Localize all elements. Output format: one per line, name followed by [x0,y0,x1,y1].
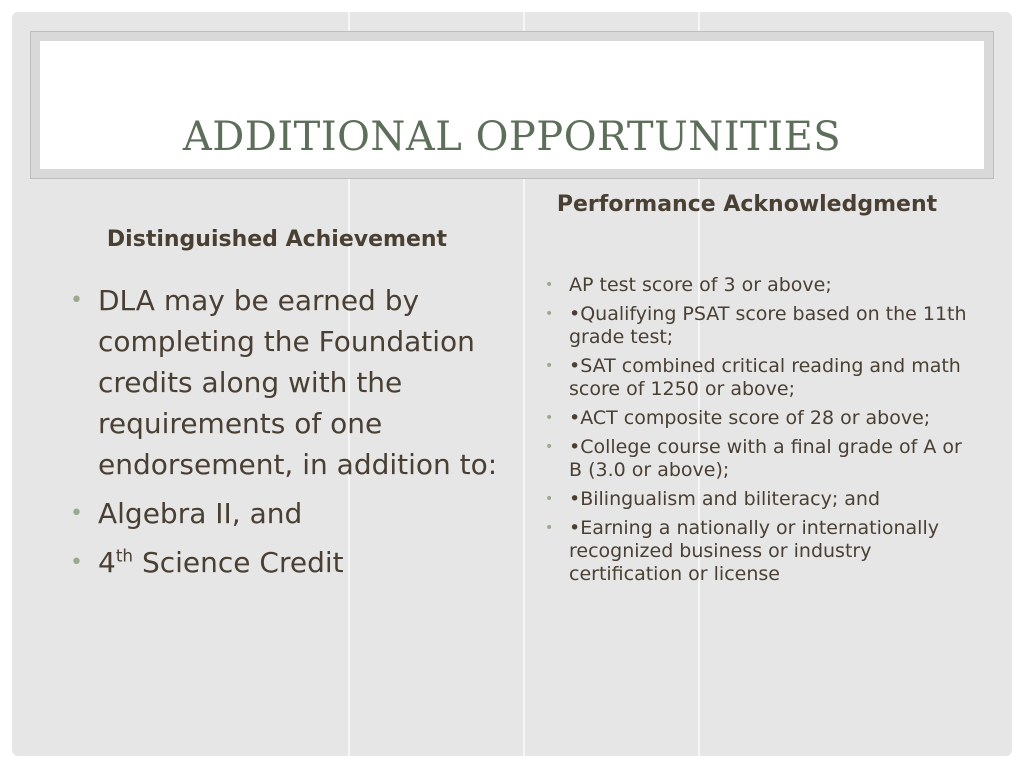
bullet-icon: • [545,277,554,293]
list-item [545,517,975,586]
list-item-text: •SAT combined critical reading and math score of 1250 or above; [569,355,961,400]
list-item [70,542,510,583]
list-item-text: •Bilingualism and biliteracy; and [569,488,881,510]
right-bullet-list [545,274,975,592]
bullet-icon: • [545,491,554,507]
list-item [545,274,975,297]
ordinal-suffix: th [115,545,134,566]
bullet-icon: • [70,288,83,313]
list-item-text: Algebra II, and [98,497,303,530]
left-bullet-list [70,280,510,591]
list-item [70,493,510,534]
bullet-icon: • [545,358,554,374]
list-item-text: AP test score of 3 or above; [569,274,832,296]
bullet-icon: • [70,501,83,526]
title-box [40,41,984,169]
right-column-heading: Performance Acknowledgment [556,192,938,217]
list-item [545,407,975,430]
title-frame [30,31,994,179]
science-credit-number: 4 [98,546,116,579]
list-item-text: •College course with a final grade of A or B (3.0 or above); [569,436,962,481]
slide-title: ADDITIONAL OPPORTUNITIES [182,114,842,160]
list-item-text: •ACT composite score of 28 or above; [569,407,931,429]
list-item-text: •Earning a nationally or internationally recognized business or industry certification or license [569,517,939,585]
list-item-text: •Qualifying PSAT score based on the 11th grade test; [569,303,967,348]
list-item [545,436,975,482]
list-item [545,488,975,511]
science-credit-text: Science Credit [133,546,344,579]
bullet-icon: • [545,306,554,322]
left-column-heading: Distinguished Achievement [106,227,448,252]
bullet-icon: • [545,439,554,455]
list-item [70,280,510,485]
list-item [545,303,975,349]
bullet-icon: • [545,520,554,536]
list-item-text: DLA may be earned by completing the Foundation credits along with the requirements of one endorsement, in addition to: [98,284,498,481]
list-item [545,355,975,401]
slide [12,12,1012,756]
bullet-icon: • [70,550,83,575]
bullet-icon: • [545,410,554,426]
